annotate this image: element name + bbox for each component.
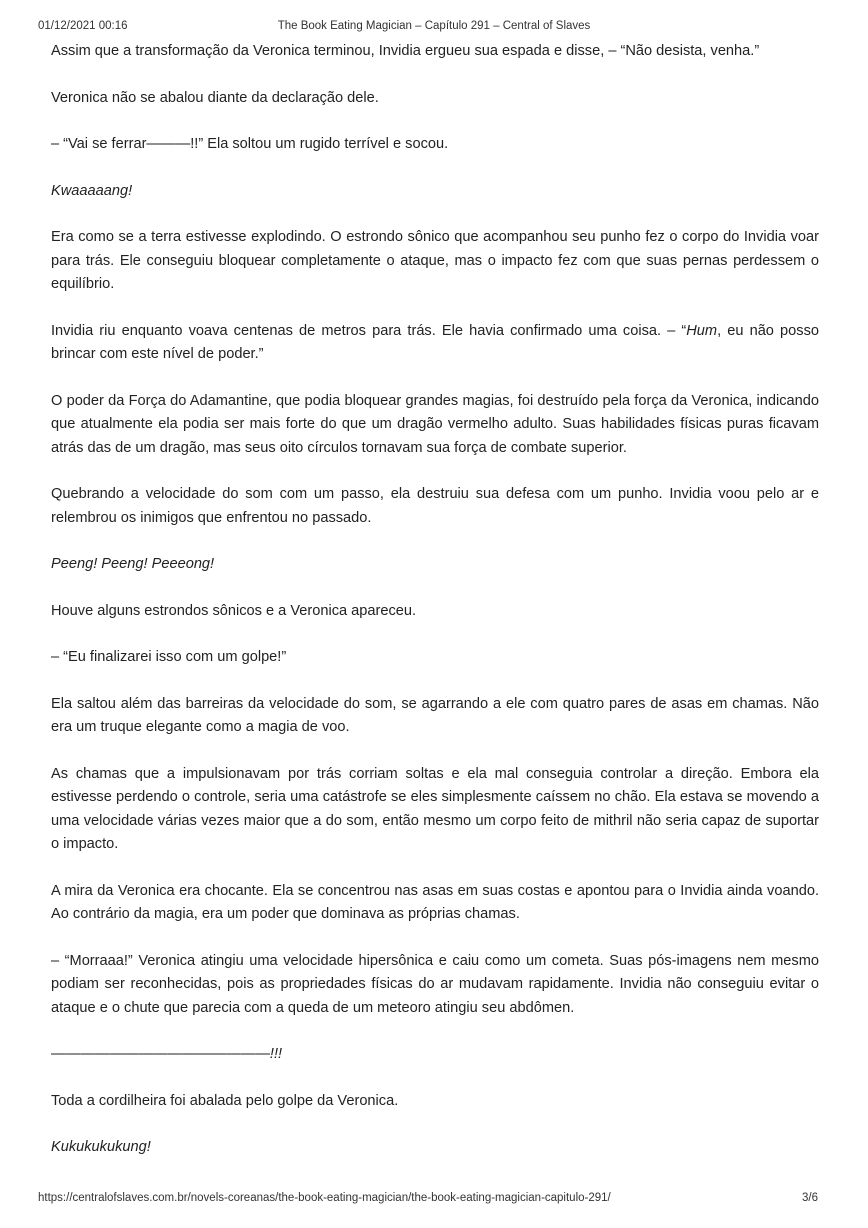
dash-line: ——————————————— xyxy=(51,1046,270,1062)
paragraph xyxy=(51,320,819,367)
paragraph: Era como se a terra estivesse explodindo. O estrondo sônico que acompanhou seu punho fez o corpo do Invidia voar para trás. Ele conseguiu bloquear completamente o ataque, mas o impacto fez com que suas pernas perdessem o equilíbrio. xyxy=(51,229,819,292)
sound-effect: Kukukukukung! xyxy=(51,1139,151,1155)
paragraph: A mira da Veronica era chocante. Ela se concentrou nas asas em suas costas e apontou para o Invidia ainda voando. Ao contrário da magia, era um poder que dominava as próprias chamas. xyxy=(51,882,819,922)
paragraph: As chamas que a impulsionavam por trás corriam soltas e ela mal conseguia controlar a direção. Embora ela estivesse perdendo o controle, seria uma catástrofe se eles simplesmente caíssem no chão. Ela estava se movendo a uma velocidade várias vezes maior que a do som, então mesmo um corpo feito de mithril não seria capaz de suportar o impacto. xyxy=(51,765,819,852)
paragraph: – “Vai se ferrar———!!” Ela soltou um rugido terrível e socou. xyxy=(51,136,449,152)
paragraph: – “Eu finalizarei isso com um golpe!” xyxy=(51,649,287,665)
emphasis-text: !!! xyxy=(269,1046,283,1062)
paragraph xyxy=(51,1043,819,1067)
sound-effect: Kwaaaaang! xyxy=(51,182,133,199)
page-url: https://centralofslaves.com.br/novels-coreanas/the-book-eating-magician/the-book-eating-magician-capitulo-291/ xyxy=(38,1192,611,1204)
paragraph: Quebrando a velocidade do som com um passo, ela destruiu sua defesa com um punho. Invidia voou pelo ar e relembrou os inimigos que enfrentou no passado. xyxy=(51,486,819,526)
emphasis-text: Hum xyxy=(686,322,718,339)
page-header-title: The Book Eating Magician – Capítulo 291 – Central of Slaves xyxy=(277,20,591,32)
paragraph: Veronica não se abalou diante da declaração dele. xyxy=(51,89,379,106)
chapter-content xyxy=(51,40,819,1183)
paragraph: – “Morraaa!” Veronica atingiu uma velocidade hipersônica e caiu como um cometa. Suas pós-imagens nem mesmo podiam ser reconhecidas, pois as propriedades físicas do ar mudavam rapidamente. Invidia não conseguiu evitar o ataque e o chute que parecia com a queda de um meteoro atingiu seu abdômen. xyxy=(51,952,819,1016)
paragraph: Ela saltou além das barreiras da velocidade do som, se agarrando a ele com quatro pares de asas em chamas. Não era um truque elegante como a magia de voo. xyxy=(51,695,819,735)
paragraph: Houve alguns estrondos sônicos e a Veronica apareceu. xyxy=(51,602,417,619)
print-date: 01/12/2021 00:16 xyxy=(38,20,128,32)
paragraph-text: Invidia riu enquanto voava centenas de metros para trás. Ele havia confirmado uma coisa. – “ xyxy=(51,322,687,339)
paragraph: O poder da Força do Adamantine, que podia bloquear grandes magias, foi destruído pela força da Veronica, indicando que atualmente ela podia ser mais forte do que um dragão vermelho adulto. Suas habilidades físicas puras ficavam atrás das de um dragão, mas seus oito círculos tornavam sua força de combate superior. xyxy=(51,392,819,456)
page-number: 3/6 xyxy=(802,1192,818,1204)
paragraph: Toda a cordilheira foi abalada pelo golpe da Veronica. xyxy=(51,1092,399,1109)
paragraph: Assim que a transformação da Veronica terminou, Invidia ergueu sua espada e disse, – “Não desista, venha.” xyxy=(51,43,760,59)
sound-effect: Peeng! Peeng! Peeeong! xyxy=(51,556,215,572)
paragraph-text: , eu não posso brincar com este nível de poder.” xyxy=(51,322,819,362)
